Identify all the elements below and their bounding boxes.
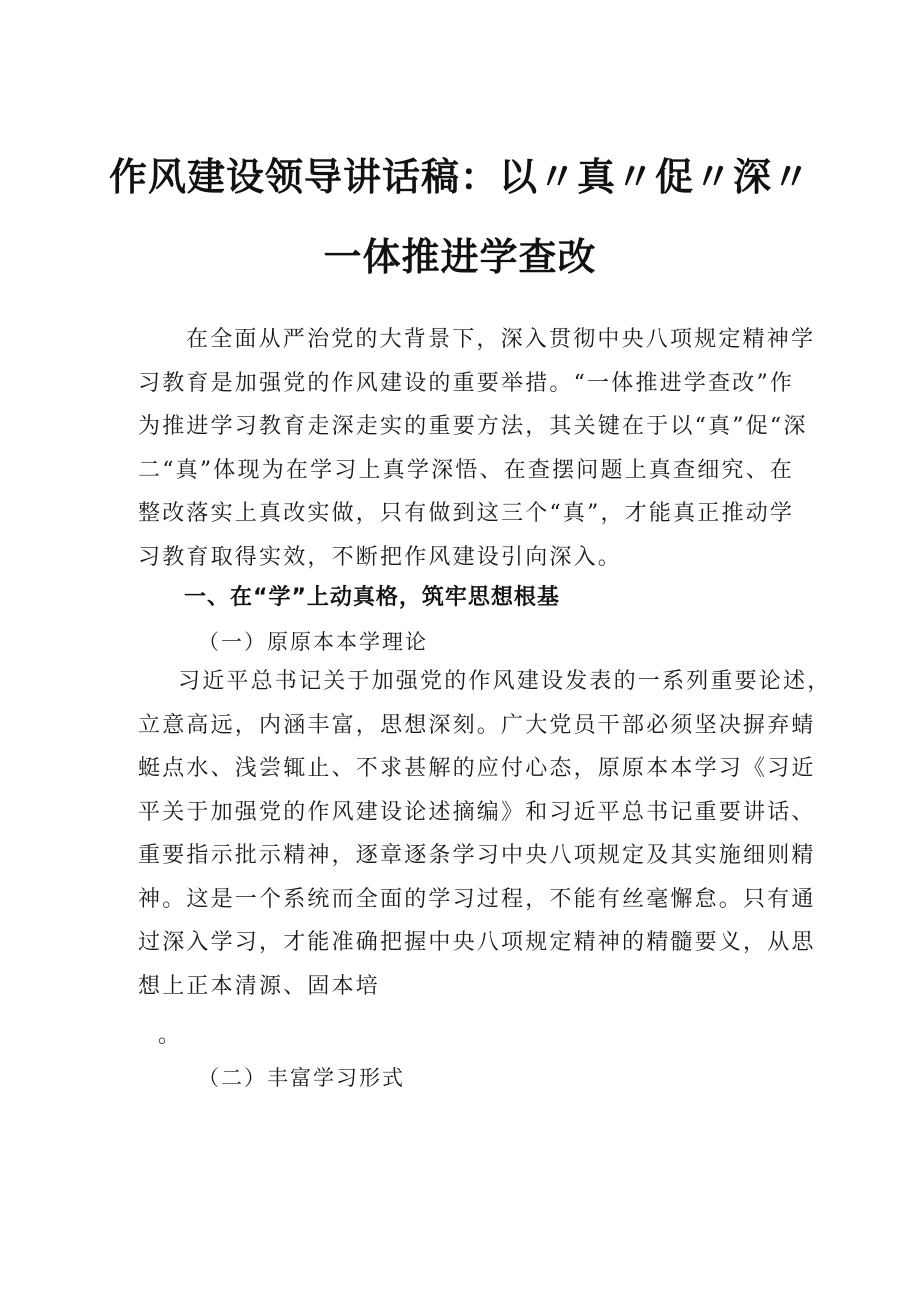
document-title-line-2: 一体推进学查改: [323, 235, 597, 279]
section-heading-1: 一、在“学”上动真格，筑牢思想根基: [184, 585, 560, 610]
intro-paragraph: [138, 318, 816, 579]
intro-line: 为推进学习教育走深走实的重要方法，其关键在于以“真”促“深: [138, 414, 808, 439]
section1-paragraph: [138, 660, 832, 1008]
intro-line: 习教育取得实效，不断把作风建设引向深入。: [138, 544, 623, 570]
document-title-line-1: 作风建设领导讲话稿：以〃真〃促〃深〃: [108, 155, 811, 199]
section1-line: 重要指示批示精神，逐章逐条学习中央八项规定及其实施细则精: [138, 843, 816, 868]
subsection-heading-2: （二）丰富学习形式: [198, 1066, 405, 1090]
section1-line: 蜓点水、浅尝辄止、不求甚解的应付心态，原原本本学习《习近: [138, 756, 816, 781]
section1-line: 习近平总书记关于加强党的作风建设发表的一系列重要论述，: [178, 669, 832, 694]
section1-line: 立意高远，内涵丰富，思想深刻。广大党员干部必须坚决摒弃蜻: [138, 712, 816, 738]
intro-line: 在全面从严治党的大背景下，深入贯彻中央八项规定精神学: [186, 327, 816, 352]
section1-line: 想上正本清源、固本培: [138, 973, 381, 999]
intro-line: 习教育是加强党的作风建设的重要举措。“一体推进学查改”作: [138, 370, 795, 396]
subsection-heading-1: （一）原原本本学理论: [198, 630, 428, 654]
section1-line: 过深入学习，才能准确把握中央八项规定精神的精髓要义，从思: [138, 930, 816, 955]
intro-line: 整改落实上真改实做，只有做到这三个“真”，才能真正推动学: [138, 501, 795, 526]
section1-line: 神。这是一个系统而全面的学习过程，不能有丝毫懈怠。只有通: [138, 886, 816, 912]
intro-line: 二“真”体现为在学习上真学深悟、在查摆问题上真查细究、在: [138, 457, 795, 483]
stray-period-mark: 。: [158, 1023, 181, 1048]
section1-line: 平关于加强党的作风建设论述摘编》和习近平总书记重要讲话、: [138, 799, 816, 825]
